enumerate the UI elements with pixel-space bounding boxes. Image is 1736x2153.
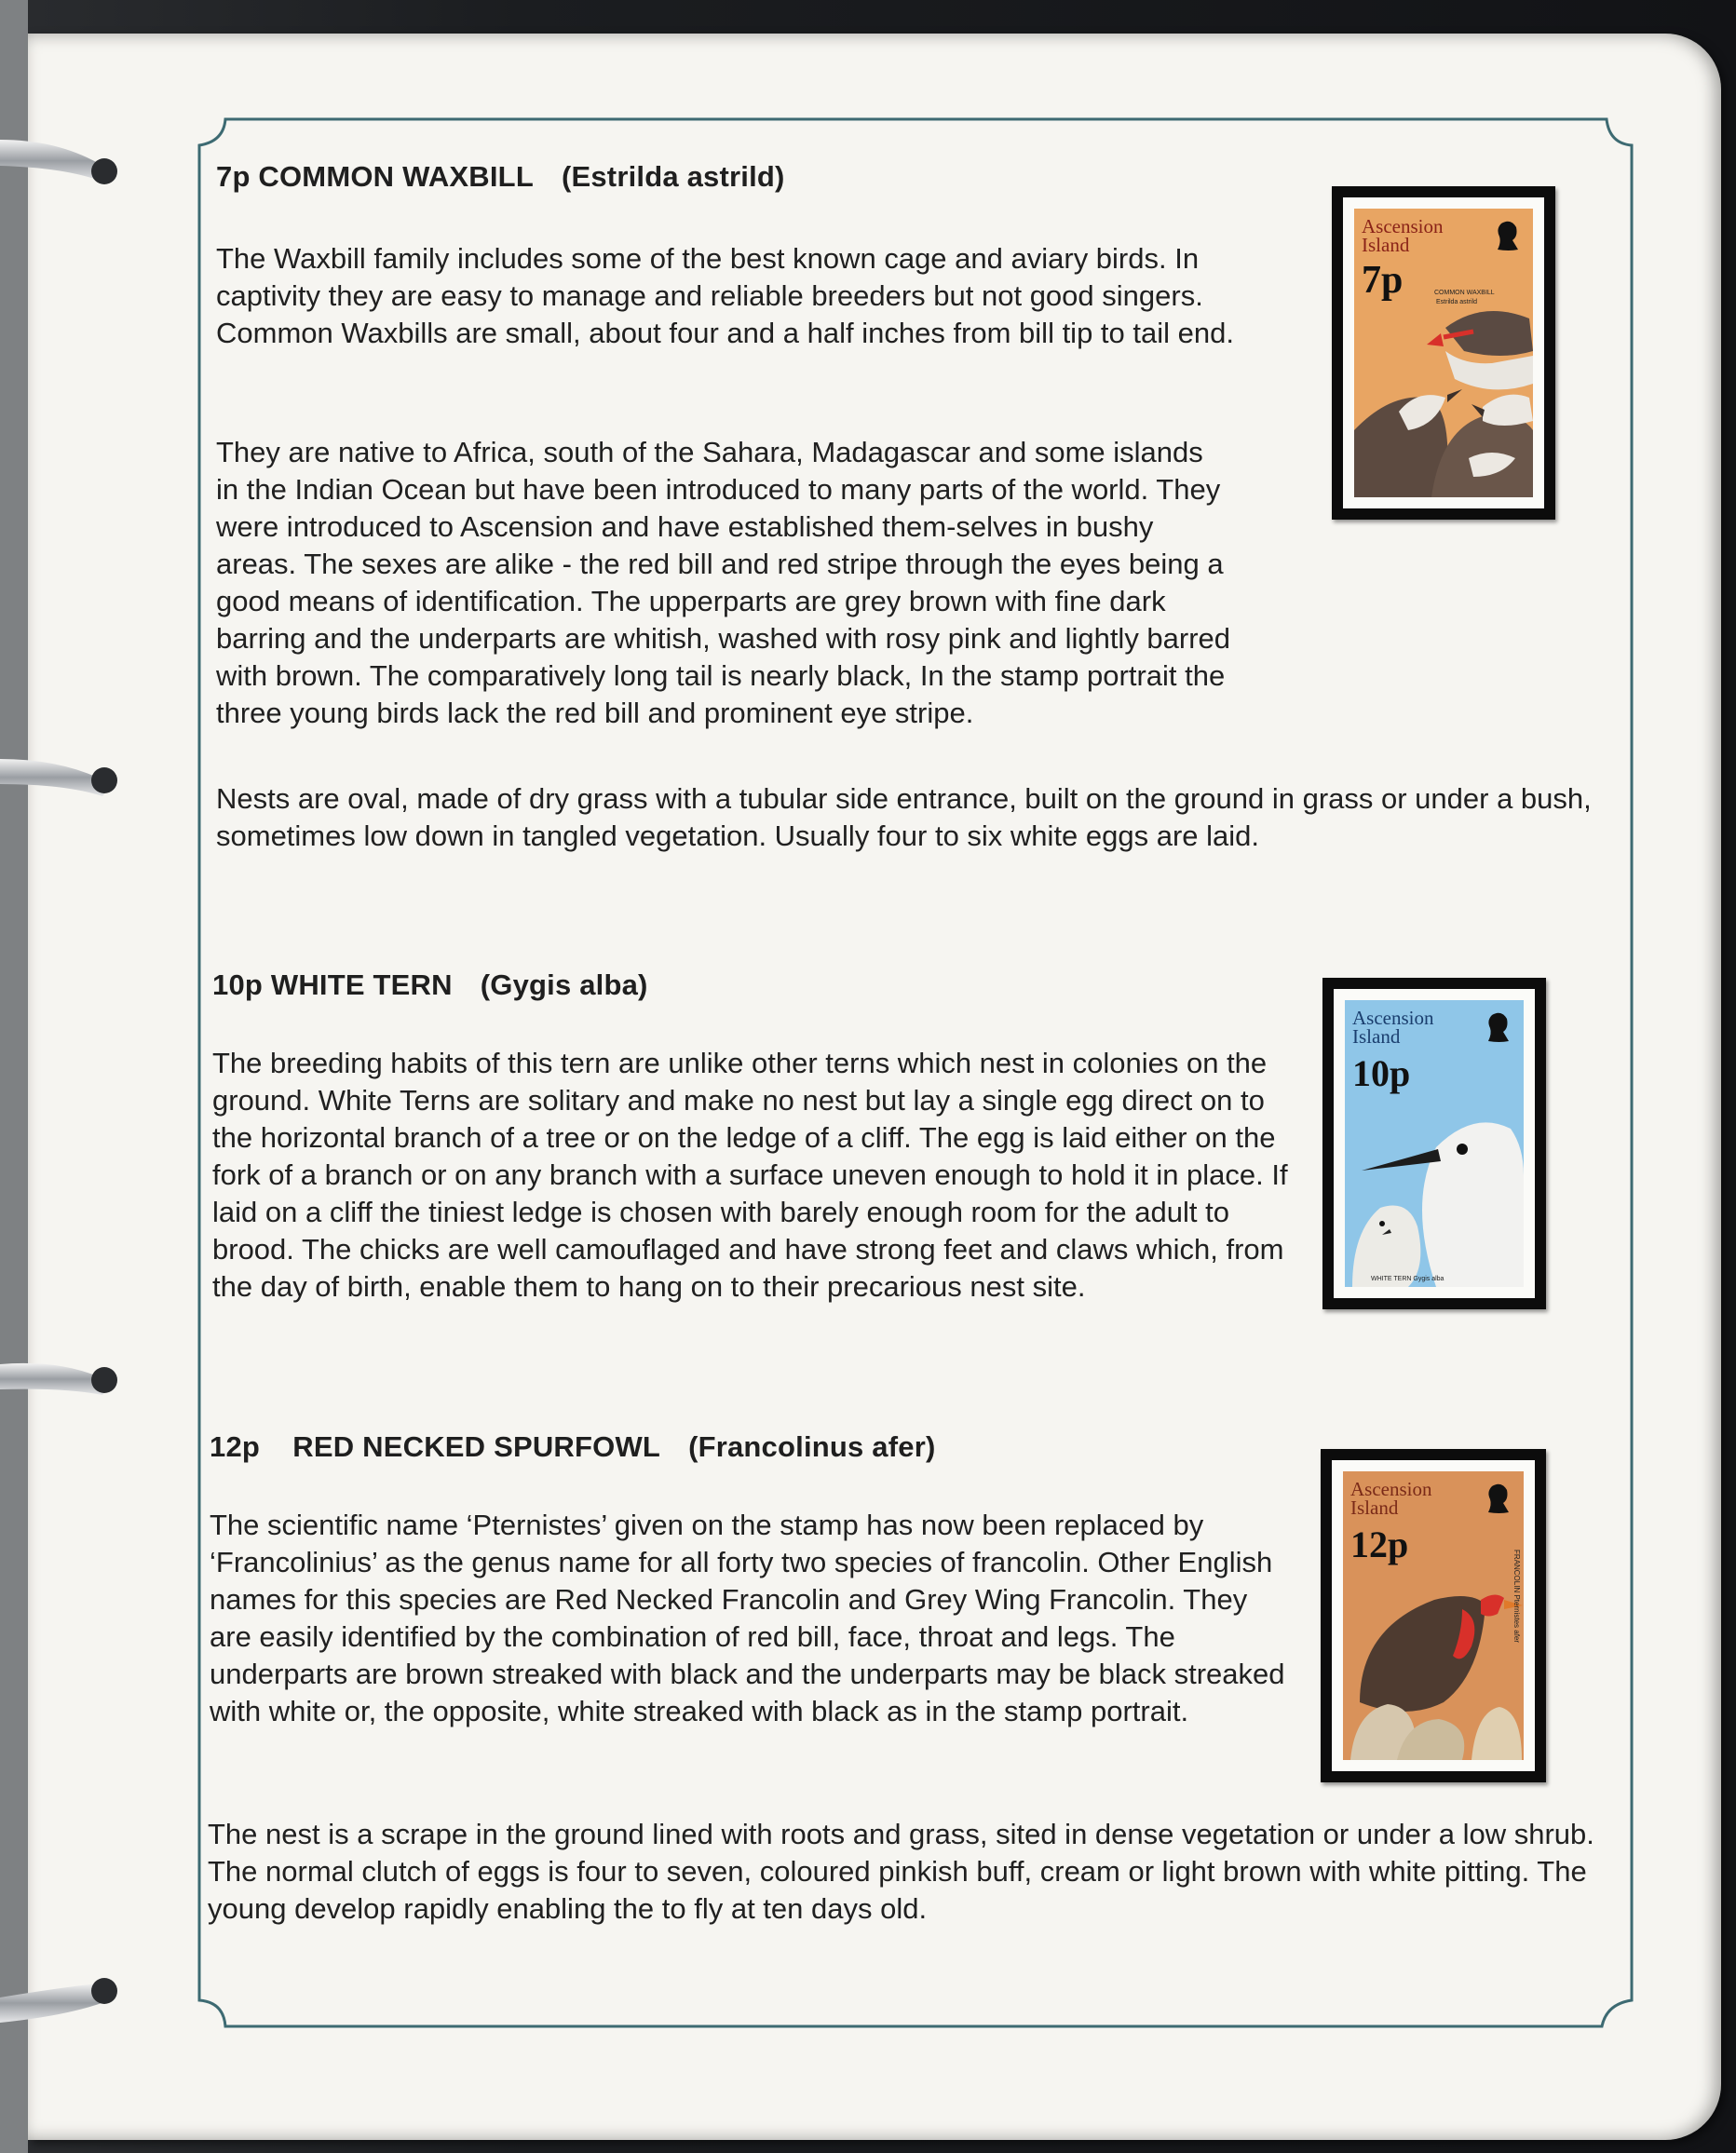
stamp-value: 7p	[216, 160, 251, 193]
stamp-country-2: Island	[1350, 1496, 1399, 1519]
species-name: WHITE TERN	[270, 968, 453, 1001]
species-name: COMMON WAXBILL	[258, 160, 534, 193]
queen-silhouette-icon	[1498, 222, 1518, 251]
latin-name: (Gygis alba)	[480, 968, 648, 1001]
stamp-caption: COMMON WAXBILL	[1434, 290, 1495, 296]
stamp-mount-spurfowl	[1321, 1449, 1546, 1782]
section-waxbill-heading	[216, 160, 785, 194]
stamp-country: Ascension	[1350, 1478, 1432, 1500]
stamp-caption: FRANCOLIN Pternistes afer	[1512, 1550, 1521, 1644]
stamp-caption-2: Estrilda astrild	[1436, 299, 1477, 305]
binder-rings	[0, 0, 149, 2153]
tern-para-1: The breeding habits of this tern are unlike other terns which nest in colonies on the ground. White Terns are solitary and make no nest but lay a single egg direct on to the horizontal branch of a tree or on the ledge of a cliff. The egg is laid either on the fork of a branch or on any branch with a surface uneven enough to hold it in place. If laid on a cliff the tiniest ledge is chosen with barely enough room for the adult to brood. The chicks are well camouflaged and have strong feet and claws which, from the day of birth, enable them to hang on to their precarious nest site.	[212, 1047, 1288, 1303]
stamp-value: 10p	[212, 968, 264, 1001]
waxbill-para-3: Nests are oval, made of dry grass with a tubular side entrance, built on the ground in grass or under a bush, sometimes low down in tangled vegetation. Usually four to six white eggs are laid.	[216, 782, 1592, 852]
section-tern-heading	[212, 968, 648, 1002]
stamp-spurfowl	[1332, 1460, 1535, 1771]
stamp-country-2: Island	[1362, 234, 1410, 256]
stamp-mount-waxbill	[1332, 186, 1555, 520]
stamp-denomination: 7p	[1362, 259, 1404, 302]
stamp-denomination: 10p	[1352, 1052, 1411, 1094]
waxbill-para-2: They are native to Africa, south of the Sahara, Madagascar and some islands in the Indian Ocean but have been introduced to many parts of the world. They were introduced to Ascension and have established them-selves in bushy areas. The sexes are alike - the red bill and red stripe through the eyes being a good means of identification. The upperparts are grey brown with fine dark barring and the underparts are whitish, washed with rosy pink and lightly barred with brown. The comparatively long tail is nearly black, In the stamp portrait the three young birds lack the red bill and prominent eye stripe.	[216, 436, 1231, 729]
stamp-country: Ascension	[1352, 1007, 1434, 1029]
stamp-denomination: 12p	[1350, 1523, 1409, 1565]
waxbill-para-1: The Waxbill family includes some of the best known cage and aviary birds. In captivity they are easy to manage and reliable breeders but not good singers. Common Waxbills are small, about four and a half inches from bill tip to tail end.	[216, 242, 1234, 349]
section-spurfowl-heading	[210, 1430, 935, 1464]
stamp-white-tern	[1334, 989, 1535, 1298]
stamp-country-2: Island	[1352, 1025, 1401, 1048]
species-name: RED NECKED SPURFOWL	[292, 1430, 661, 1463]
latin-name: (Estrilda astrild)	[561, 160, 785, 193]
album-page	[28, 34, 1721, 2140]
stamp-waxbill	[1343, 197, 1544, 508]
stamp-mount-tern	[1322, 978, 1546, 1309]
spurfowl-para-2: The nest is a scrape in the ground lined with roots and grass, sited in dense vegetation or under a low shrub. The normal clutch of eggs is four to seven, coloured pinkish buff, cream or light brown with white pitting. The young develop rapidly enabling the to fly at ten days old.	[208, 1818, 1594, 1925]
latin-name: (Francolinus afer)	[688, 1430, 936, 1463]
spurfowl-para-1: The scientific name ‘Pternistes’ given on the stamp has now been replaced by ‘Francolinius’ as the genus name for all forty two species of francolin. Other English names for this species are Red Necked Francolin and Grey Wing Francolin. They are easily identified by the combination of red bill, face, throat and legs. The underparts are brown streaked with black and the underparts may be black streaked with white or, the opposite, white streaked with black as in the stamp portrait.	[210, 1509, 1285, 1727]
stamp-value: 12p	[210, 1430, 261, 1463]
queen-silhouette-icon	[1488, 1013, 1509, 1042]
queen-silhouette-icon	[1488, 1484, 1509, 1513]
stamp-caption: WHITE TERN Gygis alba	[1371, 1276, 1444, 1282]
stamp-country: Ascension	[1362, 215, 1444, 237]
